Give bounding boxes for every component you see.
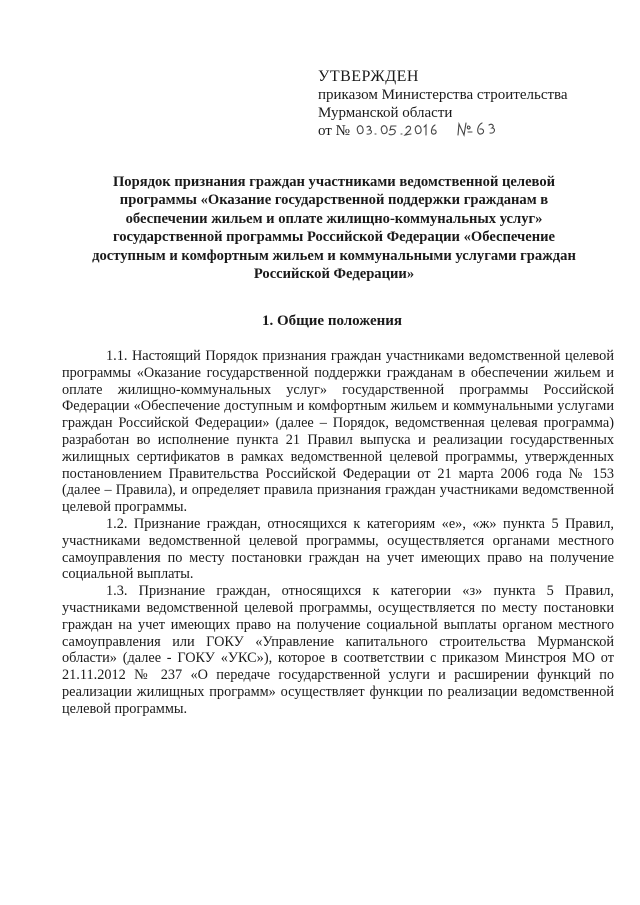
approval-date-line [318,122,618,140]
paragraph-1-2: 1.2. Признание граждан, относящихся к категориям «е», «ж» пункта 5 Правил, участниками ведомственной целевой программы, осуществляется органами местного самоуправления по месту постановки граждан на учет имеющих право на получение социальной выплаты. [62,515,614,583]
approval-date-prefix: от № [318,123,350,139]
section-heading: 1. Общие положения [261,313,403,329]
paragraph-1-3: 1.3. Признание граждан, относящихся к категории «з» пункта 5 Правил, участниками ведомственной целевой программы, осуществляется по месту постановки граждан на учет имеющих право на получение социальной выплаты органом местного самоуправления или ГОКУ «Управление капитального строительства Мурманской области» (далее - ГОКУ «УКС»), которое в соответствии с приказом Минстроя МО от 21.11.2012 № 237 «О передаче государственной услуги и расширении функций по реализации жилищных программ» осуществляет функции по реализации ведомственной целевой программы. [62,583,614,717]
approval-block [318,68,618,140]
paragraph-1-1: 1.1. Настоящий Порядок признания граждан участниками ведомственной целевой программы «Оказание государственной поддержки гражданам в обеспечении жильем и оплате жилищно-коммунальных услуг» государственной программы Российской Федерации «Обеспечение доступным и комфортным жильем и коммунальными услугами граждан Российской Федерации» (далее – Порядок, ведомственная целевая программа) разработан во исполнение пункта 21 Правил выпуска и реализации государственных жилищных сертификатов в рамках ведомственной целевой программы, утвержденных постановлением Правительства Российской Федерации от 21 марта 2006 года № 153 (далее – Правила), и определяет правила признания граждан участниками ведомственной целевой программы. [62,348,614,516]
document-body [62,348,614,718]
approval-line-1: приказом Министерства строительства [318,87,568,103]
approval-stamp: УТВЕРЖДЕН [318,68,419,85]
document-title: Порядок признания граждан участниками ведомственной целевой программы «Оказание государственной поддержки гражданам в обеспечении жильем и оплате жилищно-коммунальных услуг» государственной программы Российской Федерации «Обеспечение доступным и комфортным жильем и коммунальными услугами граждан Российской Федерации» [92,174,576,283]
approval-line-2: Мурманской области [318,105,453,121]
handwritten-date-signature [352,116,522,142]
